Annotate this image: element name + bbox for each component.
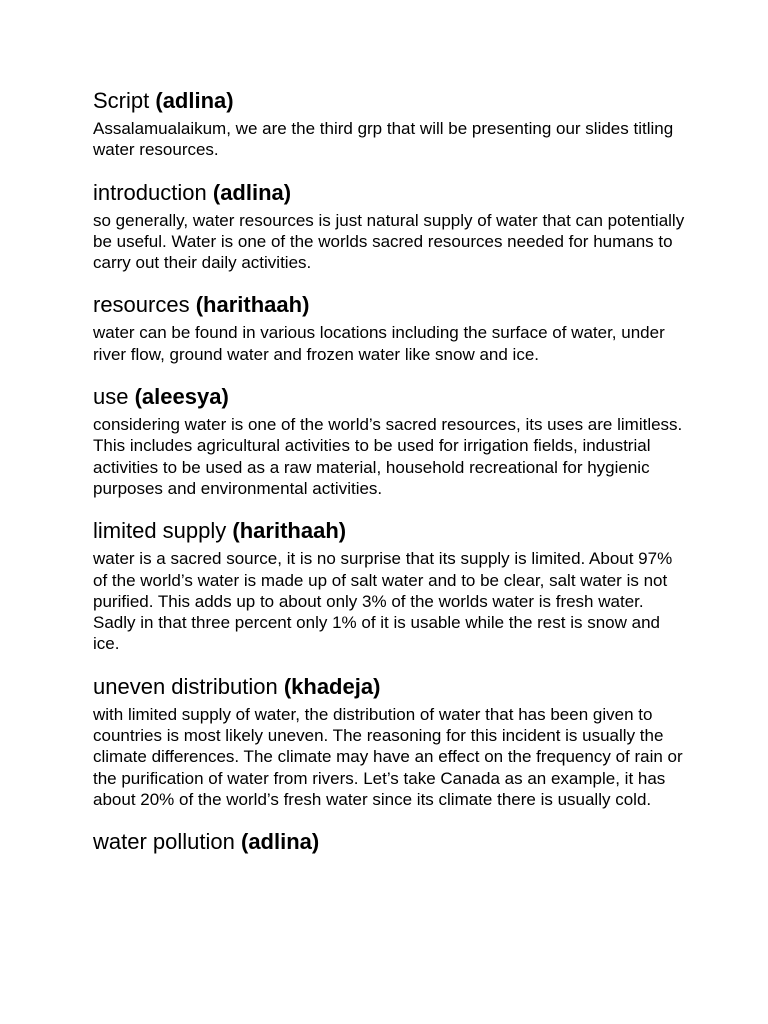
section-heading: [93, 292, 688, 318]
section-script: [93, 88, 688, 161]
section-title: Script: [93, 88, 150, 113]
section-title: uneven distribution: [93, 673, 278, 699]
section-title: limited supply: [93, 518, 227, 544]
section-use: [93, 384, 688, 499]
section-body: considering water is one of the world’s sacred resources, its uses are limitless. This includes agricultural activities to be used for irrigation fields, industrial activities to be used as a raw material, household recreational for hygienic purposes and environmental activities.: [93, 415, 683, 498]
section-speaker: (aleesya): [134, 384, 229, 410]
section-introduction: [93, 180, 688, 274]
section-speaker: (khadeja): [283, 673, 381, 699]
section-speaker: (adlina): [241, 829, 320, 855]
section-resources: [93, 292, 688, 365]
section-speaker: (adlina): [212, 179, 292, 205]
section-limited-supply: [93, 518, 688, 654]
section-heading: [93, 674, 688, 700]
section-body: so generally, water resources is just natural supply of water that can potentially be useful. Water is one of the worlds sacred resources needed for humans to carry out their daily activities.: [93, 210, 685, 273]
section-heading: [93, 384, 688, 410]
section-water-pollution: [93, 829, 688, 855]
section-title: introduction: [93, 179, 207, 205]
section-title: water pollution: [93, 829, 235, 855]
section-body: water can be found in various locations including the surface of water, under river flow, ground water and frozen water like snow and ice.: [93, 323, 665, 364]
section-heading: [93, 518, 688, 544]
section-body: water is a sacred source, it is no surprise that its supply is limited. About 97% of the world’s water is made up of salt water and to be clear, salt water is not purified. This adds up to about only 3% of the worlds water is fresh water. Sadly in that three percent only 1% of it is usable while the rest is snow and ice.: [93, 549, 673, 654]
section-title: use: [93, 384, 129, 410]
section-body: with limited supply of water, the distribution of water that has been given to countries is most likely uneven. The reasoning for this incident is usually the climate differences. The climate may have an effect on the frequency of rain or the purification of water from rivers. Let’s take Canada as an example, it has about 20% of the world’s fresh water since its climate there is usually cold.: [93, 704, 683, 809]
section-title: resources: [93, 292, 190, 318]
section-speaker: (harithaah): [232, 518, 347, 544]
section-body: Assalamualaikum, we are the third grp that will be presenting our slides titling water resources.: [93, 119, 674, 160]
section-heading: [93, 180, 688, 206]
section-uneven-distribution: [93, 674, 688, 810]
section-heading: [93, 88, 688, 114]
section-speaker: (harithaah): [195, 292, 310, 318]
section-speaker: (adlina): [155, 88, 234, 113]
section-heading: [93, 829, 688, 855]
